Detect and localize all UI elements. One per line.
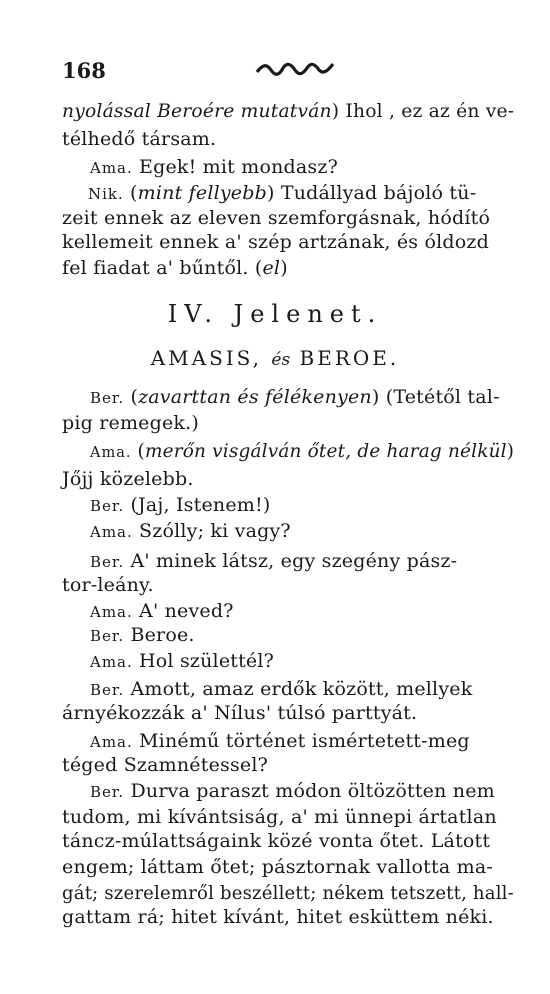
scene-cast <box>0 346 550 370</box>
line-text: Egek! mit mondasz? <box>132 156 338 178</box>
line-text: (Jaj, Istenem!) <box>124 494 271 516</box>
cast-conjunction: és <box>271 350 291 370</box>
speaker-label: Nik. <box>88 185 124 203</box>
line-text: ) (Tetétől tal- <box>371 386 500 408</box>
text-line <box>62 207 490 229</box>
line-text: ) Ihol , ez az én ve- <box>331 100 515 122</box>
text-line <box>88 182 476 205</box>
text-line <box>62 100 514 122</box>
text-line <box>90 730 470 753</box>
cast-amasis: AMASIS, <box>150 346 263 370</box>
line-text: ( <box>124 386 139 408</box>
line-text: tudom, mi kívántsiság, a' mi ünnepi ártatlan <box>62 806 497 828</box>
line-text: tor-leány. <box>62 574 154 596</box>
text-line <box>90 600 234 623</box>
line-text: ) <box>506 440 515 462</box>
line-text: ( <box>123 182 138 204</box>
page-number: 168 <box>62 58 106 83</box>
speaker-label: Ber. <box>90 783 125 801</box>
text-line <box>62 412 199 434</box>
line-text: télhedő társam. <box>62 128 217 150</box>
speaker-label: Ber. <box>90 497 125 515</box>
line-text: Jőjj közelebb. <box>62 468 194 490</box>
line-text: Durva paraszt módon öltözötten nem <box>124 780 495 802</box>
text-line <box>90 156 338 179</box>
stage-direction: mint fellyebb <box>137 182 267 204</box>
text-line <box>62 231 489 253</box>
ornament-icon <box>255 60 335 78</box>
text-line <box>62 882 514 904</box>
line-text: Beroe. <box>124 624 195 646</box>
text-line <box>90 550 457 573</box>
text-line <box>62 830 490 852</box>
line-text: A' minek látsz, egy szegény pász- <box>124 550 458 572</box>
text-line <box>62 257 288 279</box>
line-text: ( <box>131 440 145 462</box>
text-line <box>62 806 497 828</box>
line-text: engem; láttam őtet; pásztornak vallotta ma- <box>62 856 493 878</box>
speaker-label: Ama. <box>90 159 133 177</box>
line-text: ) Tudállyad bájoló tü- <box>266 182 477 204</box>
line-text: téged Szamnétessel? <box>62 754 269 776</box>
speaker-label: Ber. <box>90 553 125 571</box>
speaker-label: Ber. <box>90 681 125 699</box>
text-line <box>90 386 500 409</box>
speaker-label: Ama. <box>90 653 133 671</box>
speaker-label: Ama. <box>90 603 133 621</box>
text-line <box>90 678 472 701</box>
text-line <box>62 128 216 150</box>
scene-title: IV. Jelenet. <box>167 300 383 328</box>
text-line <box>90 624 195 647</box>
line-text: Szólly; ki vagy? <box>132 520 291 542</box>
text-line <box>62 856 493 878</box>
text-line <box>62 468 194 490</box>
stage-direction: zavarttan és félékenyen <box>138 386 372 408</box>
text-line <box>62 754 268 776</box>
line-text: Amott, amaz erdők között, mellyek <box>124 678 473 700</box>
stage-direction: merőn visgálván őtet, de harag nélkül <box>144 440 507 462</box>
line-text: gattam rá; hitet kívánt, hitet esküttem néki. <box>62 906 494 928</box>
line-text: Hol születtél? <box>132 650 275 672</box>
cast-beroe: BEROE. <box>299 346 400 370</box>
speaker-label: Ber. <box>90 627 125 645</box>
line-text: ) <box>280 257 288 279</box>
text-line <box>90 780 495 803</box>
line-text: kellemeit ennek a' szép artzának, és óldozd <box>62 231 489 253</box>
line-text: táncz-múlattságaink közé vonta őtet. Látott <box>62 830 491 852</box>
line-text: pig remegek.) <box>62 412 200 434</box>
speaker-label: Ama. <box>90 523 133 541</box>
speaker-label: Ber. <box>90 389 125 407</box>
line-text: fel fiadat a' bűntől. ( <box>62 257 263 279</box>
text-line <box>62 574 154 596</box>
stage-direction: el <box>262 257 281 279</box>
line-text: A' neved? <box>132 600 234 622</box>
text-line <box>90 520 291 543</box>
speaker-label: Ama. <box>90 443 132 461</box>
text-line <box>62 702 417 724</box>
text-line <box>62 906 494 928</box>
text-line <box>90 494 270 517</box>
line-text: zeit ennek az eleven szemforgásnak, hódító <box>62 207 491 229</box>
line-text: Minémű történet ismértetett-meg <box>132 730 470 752</box>
text-line <box>90 650 274 673</box>
line-text: árnyékozzák a' Nílus' túlsó parttyát. <box>62 702 418 724</box>
speaker-label: Ama. <box>90 733 133 751</box>
stage-direction: nyolással Beroére mutatván <box>62 100 332 122</box>
text-line <box>90 440 514 463</box>
line-text: gát; szerelemről beszéllett; nékem tetszett, hall- <box>62 882 514 904</box>
